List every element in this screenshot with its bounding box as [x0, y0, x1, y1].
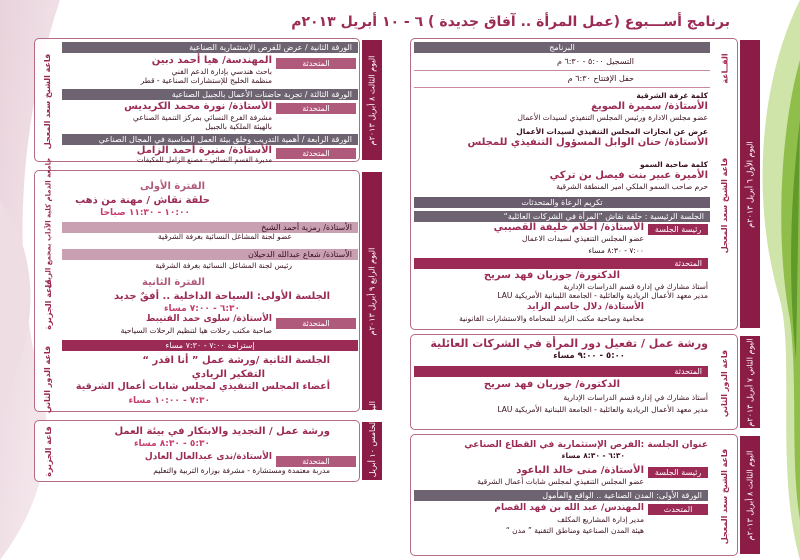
divider [414, 70, 710, 71]
session1-bar: الجلسة الرئيسية : حلقة نقاش ”المرأة في الشركات العائلية“ [414, 211, 710, 222]
day4-label: اليوم الرابع ٩ أبريل ٢٠١٣م [362, 172, 382, 410]
day4-venue-2: قاعة الجزيرة [43, 278, 53, 330]
speech-title: كلمة صاحبة السمو [639, 160, 708, 169]
session-title: الجلسة الأولى: السياحة الداخلية .. أفقٌ جديد [114, 291, 330, 302]
period1-title: الفترة الأولى [139, 181, 205, 192]
workshop-time: ٥:٠٠ - ٩:٠٠ مساء [553, 351, 625, 361]
paper-bar: الورقة الرابعة / أهمية التدريب وخلق بيئة العمل المناسبة في المجال الصناعي [62, 134, 358, 145]
speaker-name: الأستاذة/ سلوى حمد القنيبط [145, 314, 272, 324]
speaker-desc: مشرفة الفرع النسائي بمركز التنمية الصناعي [132, 113, 272, 122]
workshop-time: ٥:٣٠ - ٨:٣٠ مساء [133, 439, 210, 449]
workshop-title: حلقة نقاش / مهنة من ذهب [75, 195, 210, 206]
speaker-name: الدكتورة/ جوزيان فهد سريح [483, 379, 620, 390]
day5-venue: قاعة الجزيرة [43, 425, 53, 477]
day3l-venue: قاعة الشيخ سعد المعجل [43, 53, 53, 149]
day1-venue-hall: القــاعة [720, 52, 730, 84]
paper-bar: الورقة الثالثة / تجربة حاضنات الأعمال بالجبيل الصناعية [62, 89, 358, 100]
speaker-desc: مدير معهد الأعمال الريادية والعائلية - الجامعة اللبنانية الأمريكية LAU [497, 405, 708, 414]
speaker-desc: أستاذ مشارك في إدارة قسم الدراسات الإدارية [563, 393, 708, 402]
speaker-name: الأستاذة/ منيرة أحمد الزامل [136, 145, 272, 156]
break-bar: إستراحة ٧:٠٠ - ٧:٣٠ مساء [62, 340, 358, 351]
speaker-name: الأستاذة/ندى عبدالعال العادل [144, 452, 272, 462]
day3r-venue: قاعة الشيخ سعد المعجل [720, 448, 730, 544]
speaker-desc: عضو لجنة المشاغل النسائية بغرفة الشرقية [158, 232, 292, 241]
speaker-desc: حرم صاحب السمو الملكي امير المنطقة الشرقية [556, 182, 708, 191]
role-label: المتحدثة [414, 258, 708, 269]
speaker-name: الأستاذة/ نورة محمد الكريديس [124, 101, 272, 112]
role-label: المتحدثة [276, 103, 356, 114]
speaker-desc: صاحبة مكتب رحلات هيا لتنظيم الرحلات السياحية [120, 326, 272, 335]
speaker-desc: رئيس لجنة المشاغل النسائية بغرفة الشرقية [155, 261, 292, 270]
day5-label: اليوم الخامس ١٠ أبريل ٢٠١٣م [362, 422, 382, 480]
day2-venue: قاعة الدور الثاني [720, 349, 730, 417]
session-subtitle: التفكير الريادي [191, 369, 265, 380]
day3r-label: اليوم الثالث ٨ أبريل ٢٠١٣م [740, 436, 760, 554]
paper-bar: الورقة الأولى: المدن الصناعية .. الواقع والمأمول [414, 490, 708, 501]
speech-title: عرض عن انجازات المجلس التنفيذي لسيدات الأعمال [516, 127, 708, 136]
role-label: المتحدثة [414, 366, 708, 377]
speaker-desc: محامية وصاحبة مكتب الزايد للمحاماة والاستشارات القانونية [459, 314, 644, 323]
speaker-bar: الأستاذة/ شعاع عبدالله الدحيلان [62, 249, 358, 260]
speaker-desc: بالهيئة الملكية بالجبيل [205, 122, 272, 131]
page-title: برنامج أســـبوع (عمل المرأة .. آفاق جديدة ) ٦ - ١٠ أبريل ٢٠١٣م [291, 14, 730, 30]
honor-bar: تكريم الرعاة والمتحدثات [414, 197, 710, 208]
role-label: المتحدث [648, 504, 708, 515]
day3l-label: اليوم الثالث ٨ أبريل ٢٠١٣م [362, 40, 382, 160]
session-time: ٧:٣٠ - ١٠:٠٠ مساء [128, 396, 210, 406]
session-time: ٧:٠٠ - ٨:٣٠ مساء [588, 246, 644, 255]
session-desc: أعضاء المجلس التنفيذي لمجلس شابات أعمال الشرقية [75, 381, 330, 392]
role-label: رئيسة الجلسة [648, 467, 708, 478]
opening-time: حفل الإفتتاح ٦:٣٠ م [567, 74, 634, 83]
speaker-desc: أستاذ مشارك في إدارة قسم الدراسات الإدارية [563, 282, 708, 291]
registration-time: التسجيل ٥:٠٠ - ٦:٣٠ م [556, 57, 634, 66]
chair-desc: عضو المجلس التنفيذي لسيدات الاعمال [522, 234, 644, 243]
divider [414, 87, 710, 88]
speaker-desc: عضو مجلس الادارة ورئيس المجلس التنفيذي لسيدات الأعمال [517, 113, 708, 122]
workshop-time: ١٠:٠٠ - ١١:٣٠ صباحا [100, 208, 190, 218]
speaker-desc: مدير إدارة المشاريع المكلف [557, 515, 644, 524]
workshop-title: ورشة عمل / تفعيل دور المرأة في الشركات العائلية [430, 337, 708, 350]
speaker-name: الدكتورة/ جوزيان فهد سريح [483, 270, 620, 281]
speaker-desc: باحث هندسي بإدارة الدعم الفني [171, 67, 272, 76]
role-label: رئيسة الجلسة [648, 224, 708, 235]
speaker-name: المهندسة/ هيا أحمد دبين [151, 55, 272, 66]
speaker-name: الأستاذة/ دلال جاسم الزايد [527, 302, 644, 312]
speaker-desc: منظمة الخليج للإستشارات الصناعية - قطر [140, 76, 272, 85]
workshop-title: ورشة عمل / التجديد والابتكار في بيئة العمل [114, 426, 330, 437]
role-label: المتحدثة [276, 148, 356, 159]
day2-label: اليوم الثاني ٧ أبريل ٢٠١٣م [740, 336, 760, 428]
session-title: الجلسة الثانية /ورشة عمل ” أنا اقدر “ [142, 355, 330, 366]
session-title: عنوان الجلسة :الفرص الإستثمارية في القطاع الصناعي [464, 440, 708, 450]
day4-venue-3: قاعة الدور الثاني [43, 345, 53, 413]
speaker-name: الأميرة عبير بنت فيصل بن تركي [549, 170, 708, 181]
speaker-name: الأستاذة/ سميرة الصويغ [591, 101, 708, 112]
program-header-bar: البرنامج [414, 42, 710, 53]
role-label: المتحدثة [276, 58, 356, 69]
role-label: المتحدثة [276, 318, 356, 329]
speech-title: كلمة غرفة الشرقية [636, 91, 708, 100]
speaker-bar: الأستاذة/ رمزية أحمد الشيخ [62, 222, 358, 233]
role-label: المتحدثة [276, 456, 356, 467]
day1-label: اليوم الأول ٦ أبريل ٢٠١٣م [740, 40, 760, 328]
period2-title: الفترة الثانية [142, 277, 205, 288]
chair-name: الأستاذة/ أحلام خليفة القصيبي [493, 222, 644, 233]
speaker-desc: هيئة المدن الصناعية ومناطق التقنية ” مدن “ [505, 526, 644, 535]
speaker-desc: مدربة معتمدة ومستشارة - مشرفة بوزارة التربية والتعليم [153, 466, 330, 475]
speaker-name: المهندس/ عبد الله بن فهد القصام [494, 503, 644, 513]
speaker-desc: مديرة القسم النسائي - مصنع الزامل للمكيفات [137, 156, 272, 164]
day1-venue-sheikh: قاعة الشيخ سعد المعجل [720, 157, 730, 253]
chair-name: الأستاذة/ منى خالد الباعود [516, 465, 644, 476]
speaker-name: الأستاذة/ حنان الوابل المسؤول التنفيذي للمجلس [467, 137, 708, 148]
session-time: ٦:٣٠ - ٨:٣٠ مساء [561, 451, 625, 460]
chair-desc: عضو المجلس التنفيذي لمجلس شابات أعمال الشرقية [477, 477, 644, 486]
paper-bar: الورقة الثانية / عرض للفرص الإستثمارية الصناعية [62, 42, 358, 53]
day4-venue-1: جامعة الدمام كلية الآداب بمجمع الريان [44, 157, 52, 289]
speaker-desc: مدير معهد الأعمال الريادية والعائلية - الجامعة اللبنانية الأمريكية LAU [497, 291, 708, 300]
session-time: ٦:٣٠ - ٧:٠٠ مساء [163, 304, 240, 314]
